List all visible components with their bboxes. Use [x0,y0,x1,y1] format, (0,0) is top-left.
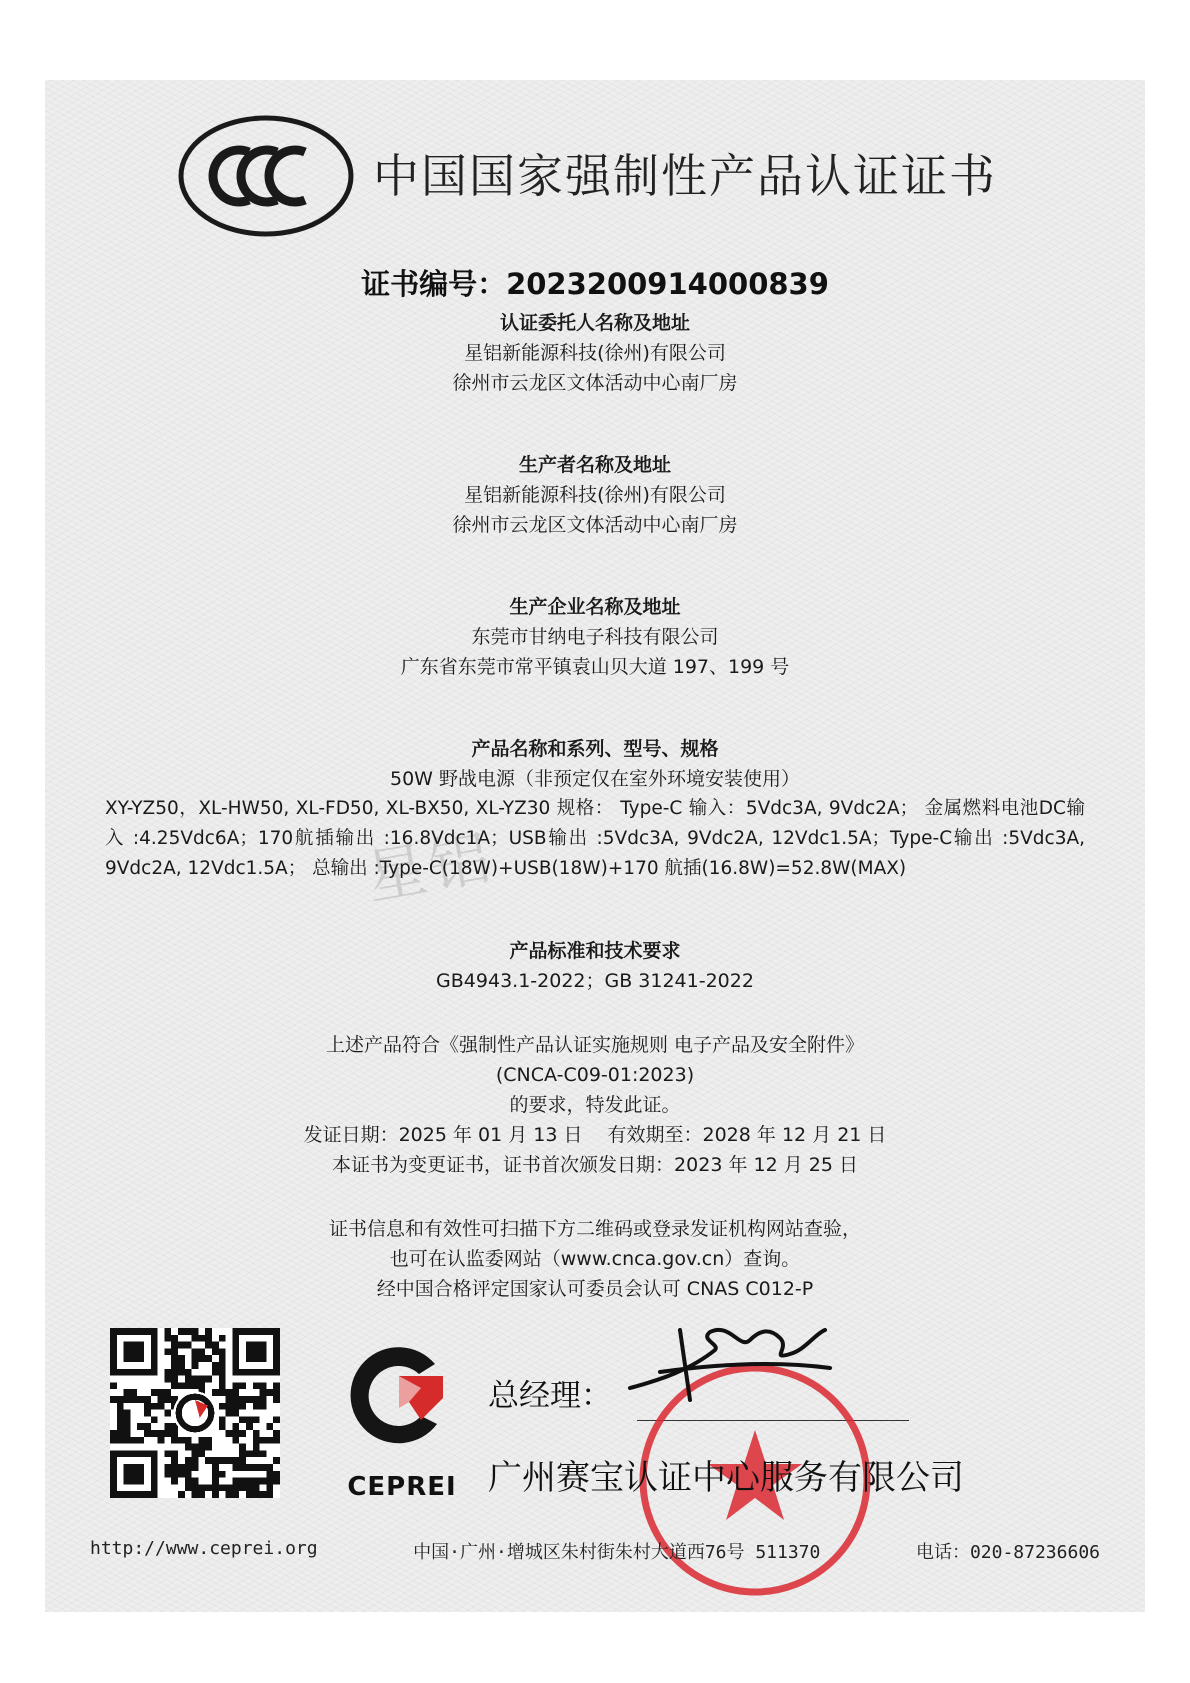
applicant-address: 徐州市云龙区文体活动中心南厂房 [452,372,738,394]
certificate-title: 中国国家强制性产品认证证书 [373,149,997,203]
factory-address: 广东省东莞市常平镇袁山贝大道 197、199 号 [400,656,790,678]
conformity-line-1: 上述产品符合《强制性产品认证实施规则 电子产品及安全附件》 [325,1034,865,1056]
product-section [45,734,1145,884]
ceprei-logo-icon [337,1336,457,1456]
standard-section [45,936,1145,996]
signature-icon [620,1310,850,1410]
first-issue-date: 本证书为变更证书，证书首次颁发日期：2023 年 12 月 25 日 [332,1154,858,1176]
product-name: 50W 野战电源（非预定仅在室外环境安装使用） [389,768,800,790]
manufacturer-address: 徐州市云龙区文体活动中心南厂房 [452,514,738,536]
footer-address: 中国·广州·增城区朱村街朱村大道西76号 511370 [413,1542,821,1563]
applicant-name: 星铝新能源科技(徐州)有限公司 [464,342,726,364]
applicant-heading: 认证委托人名称及地址 [499,312,690,334]
footer-website[interactable]: http://www.ceprei.org [90,1538,318,1559]
certificate-body [45,308,1145,1304]
applicant-section [45,308,1145,398]
ccc-logo-icon [177,114,355,238]
footer [90,1538,1100,1564]
verification-info [45,1214,1145,1304]
info-line-3: 经中国合格评定国家认可委员会认可 CNAS C012-P [376,1278,814,1300]
general-manager-label: 总经理： [488,1378,612,1414]
watermark-text: 星铝 [360,822,499,914]
conformity-line-2: (CNCA-C09-01:2023) [495,1064,695,1086]
info-line-1: 证书信息和有效性可扫描下方二维码或登录发证机构网站查验， [328,1218,861,1240]
factory-section [45,592,1145,682]
manufacturer-heading: 生产者名称及地址 [518,454,671,476]
footer-phone: 电话：020-87236606 [915,1542,1100,1563]
manufacturer-name: 星铝新能源科技(徐州)有限公司 [464,484,726,506]
ceprei-label: CEPREI [347,1472,457,1502]
issue-dates: 发证日期：2025 年 01 月 13 日 有效期至：2028 年 12 月 21 日 [303,1124,887,1146]
manufacturer-section [45,450,1145,540]
product-heading: 产品名称和系列、型号、规格 [471,738,719,760]
conformity-line-3: 的要求，特发此证。 [509,1094,681,1116]
certificate-sheet [45,80,1145,1612]
certificate-number: 证书编号：2023200914000839 [361,267,829,301]
info-line-2: 也可在认监委网站（www.cnca.gov.cn）查询。 [389,1248,801,1270]
factory-name: 东莞市甘纳电子科技有限公司 [471,626,719,648]
issuer-company-name: 广州赛宝认证中心服务有限公司 [488,1458,964,1498]
factory-heading: 生产企业名称及地址 [509,596,681,618]
standard-heading: 产品标准和技术要求 [509,940,681,962]
qr-code-icon[interactable] [110,1328,280,1498]
conformity-section [45,1030,1145,1180]
standard-value: GB4943.1-2022；GB 31241-2022 [436,970,754,992]
product-spec: XY-YZ50，XL-HW50, XL-FD50, XL-BX50, XL-YZ30 规格： Type-C 输入：5Vdc3A, 9Vdc2A； 金属燃料电池DC输入 :4.25Vdc6A；170航插输出 :16.8Vdc1A；USB输出 :5Vdc3A, 9Vdc2A, 12Vdc1.5A；Type-C输出 :5Vdc3A, 9Vdc2A, 12Vdc1.5A； 总输出 :Type-C(18W)+USB(18W)+170 航插(16.8W)=52.8W(MAX) [105,798,1085,879]
